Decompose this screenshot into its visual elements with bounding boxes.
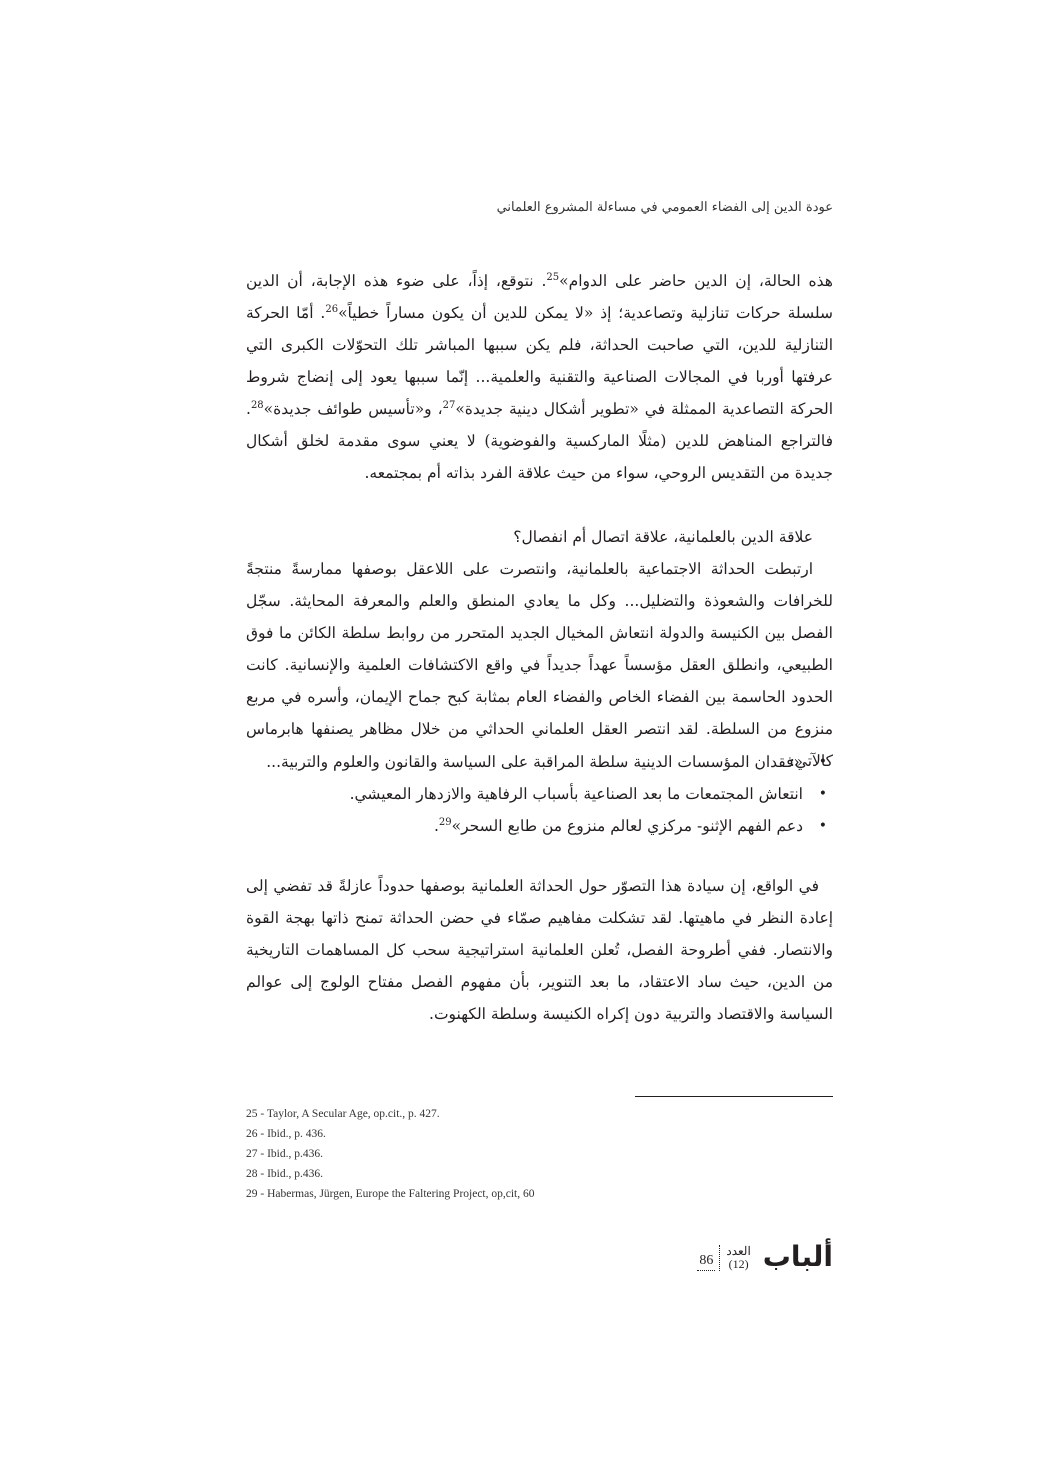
para-1-text-d: ، و«تأسيس طوائف جديدة» xyxy=(263,400,443,418)
para-3-text: في الواقع، إن سيادة هذا التصوّر حول الحداثة العلمانية بوصفها حدوداً عازلةً قد تفضي إلى إعادة النظر في ماهيتها. لقد تشكلت مفاهيم صمّاء في حضن الحداثة تمنح ذاتها بهجة القوة والانتصار. ففي أطروحة الفصل، تُعلن العلمانية استراتيجية سحب كل المساهمات التاريخية من الدين، حيث ساد الاعتقاد، ما بعد التنوير، بأن مفهوم الفصل مفتاح الولوج إلى عوالم السياسة والاقتصاد والتربية دون إكراه الكنيسة وسلطة الكهنوت. xyxy=(246,877,833,1023)
footnote-ref-25[interactable]: 25 xyxy=(546,271,560,283)
bullet-item-3 xyxy=(246,810,831,842)
footnote-ref-28[interactable]: 28 xyxy=(250,399,264,411)
footnote-28: 28 - Ibid., p.436. xyxy=(246,1168,323,1180)
bullet-1-text: «فقدان المؤسسات الدينية سلطة المراقبة على السياسة والقانون والعلوم والتربية... xyxy=(266,753,803,771)
para-1-text-a: هذه الحالة، إن الدين حاضر على الدوام» xyxy=(559,272,833,290)
section-heading-text: علاقة الدين بالعلمانية، علاقة اتصال أم انفصال؟ xyxy=(513,528,813,546)
issue-label: العدد xyxy=(726,1244,751,1258)
issue-number: (12) xyxy=(728,1257,749,1271)
footnote-ref-26[interactable]: 26 xyxy=(325,303,339,315)
page-number: 86 xyxy=(697,1253,715,1271)
bullet-3-text: دعم الفهم الإثنو- مركزي لعالم منزوع من طابع السحر» xyxy=(451,817,803,835)
para-1-text-c: . أمّا الحركة التنازلية للدين، التي صاحبت الحداثة، فلم يكن سببها المباشر تلك التحوّلات الكبرى التي عرفتها أوربا في المجالات الصناعية والتقنية والعلمية... إنّما سببها يعود إلى إنضاج شروط الحركة التصاعدية الممثلة في «تطوير أشكال دينية جديدة» xyxy=(246,304,834,418)
section-heading xyxy=(246,521,833,553)
footnotes-list xyxy=(246,1104,541,1204)
bullet-list xyxy=(246,746,831,842)
para-2-text: ارتبطت الحداثة الاجتماعية بالعلمانية، وانتصرت على اللاعقل بوصفها ممارسةً منتجةً للخرافات والشعوذة والتضليل... وكل ما يعادي المنطق والعلم والمعرفة المحايثة. سجّل الفصل بين الكنيسة والدولة انتعاش المخيال الجديد المتحرر من روابط سلطة الكائن ما فوق الطبيعي، وانطلق العقل مؤسساً عهداً جديداً في واقع الاكتشافات العلمية والإنسانية. كانت الحدود الحاسمة بين الفضاء الخاص والفضاء العام بمثابة كبح جماح الإيمان، وأسره في مربع منزوع من السلطة. لقد انتصر العقل العلماني الحداثي من خلال مظاهر يصنفها هابرماس كالآتي: xyxy=(246,560,833,770)
footnote-27: 27 - Ibid., p.436. xyxy=(246,1148,323,1160)
bullet-item-1 xyxy=(246,746,831,778)
para-1-text-e: . فالتراجع المناهض للدين (مثلًا الماركسية والفوضوية) لا يعني سوى مقدمة لخلق أشكال جديدة من التقديس الروحي، سواء من حيث علاقة الفرد بذاته أم بمجتمعه. xyxy=(246,400,833,482)
footnote-25: 25 - Taylor, A Secular Age, op.cit., p. 427. xyxy=(246,1108,440,1120)
body-paragraph-2 xyxy=(246,553,833,777)
bullet-2-text: انتعاش المجتمعات ما بعد الصناعية بأسباب الرفاهية والازدهار المعيشي. xyxy=(349,785,803,803)
running-header: عودة الدين إلى الفضاء العمومي في مساءلة المشروع العلماني xyxy=(496,200,833,215)
footnote-divider xyxy=(635,1096,833,1097)
journal-logo: ألباب xyxy=(762,1240,833,1273)
footnote-ref-29[interactable]: 29 xyxy=(438,816,452,828)
footnote-ref-27[interactable]: 27 xyxy=(442,399,456,411)
footnote-29: 29 - Habermas, Jürgen, Europe the Faltering Project, op,cit, 60 xyxy=(246,1188,535,1200)
bullet-item-2 xyxy=(246,778,831,810)
para-1-text-b: . نتوقع، إذاً، على ضوء هذه الإجابة، أن الدين سلسلة حركات تنازلية وتصاعدية؛ إذ «لا يمكن للدين أن يكون مساراً خطياً» xyxy=(246,272,834,322)
bullet-3-end: . xyxy=(433,817,439,835)
footnote-26: 26 - Ibid., p. 436. xyxy=(246,1128,326,1140)
issue-info xyxy=(719,1245,756,1271)
page-footer xyxy=(697,1240,833,1273)
body-paragraph-3 xyxy=(246,870,833,1030)
body-paragraph-1 xyxy=(246,265,833,489)
